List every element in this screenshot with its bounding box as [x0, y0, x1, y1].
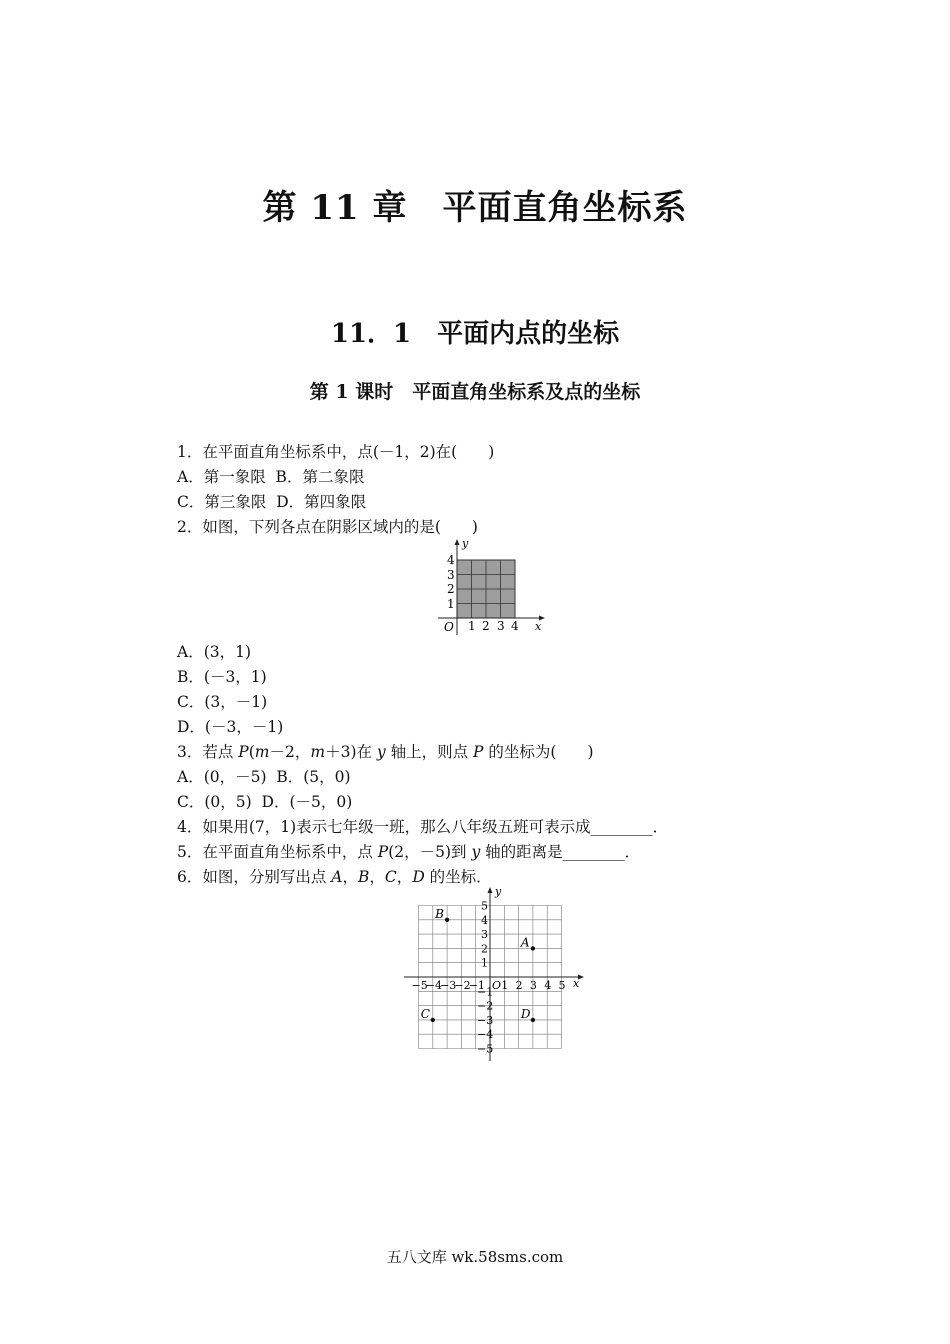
x-tick-label: 1: [468, 619, 476, 633]
question-3: 3．若点 P(m－2，m＋3)在 y 轴上，则点 P 的坐标为( ): [177, 743, 594, 761]
shaded-region: [457, 560, 515, 618]
question-2-option-b: B．(－3，1): [177, 668, 267, 686]
footer: 五八文库 wk.58sms.com: [386, 1248, 564, 1266]
lesson-title: 第 1 课时 平面直角坐标系及点的坐标: [309, 381, 641, 403]
y-tick-label: 1: [447, 597, 455, 611]
y-tick-label: 2: [447, 582, 455, 596]
question-4: 4．如果用(7，1)表示七年级一班，那么八年级五班可表示成________．: [177, 818, 669, 836]
origin-label: O: [444, 620, 454, 634]
figure-shaded-grid: [430, 537, 550, 637]
y-tick-label: −3: [477, 1013, 494, 1027]
point-label-b: B: [435, 906, 444, 921]
point-d: [531, 1018, 535, 1022]
question-5: 5．在平面直角坐标系中，点 P(2，－5)到 y 轴的距离是________．: [177, 843, 641, 861]
point-label-a: A: [520, 935, 530, 950]
x-tick-label: −5: [411, 979, 428, 992]
point-label-d: D: [520, 1006, 531, 1021]
x-tick-label: −1: [468, 979, 485, 992]
x-tick-label: 4: [511, 619, 519, 633]
y-tick-label: 2: [481, 942, 488, 956]
y-tick-label: −4: [477, 1028, 494, 1042]
x-tick-label: 2: [515, 979, 523, 992]
x-tick-label: −4: [425, 979, 443, 992]
point-a: [531, 946, 535, 950]
question-2-option-d: D．(－3，－1): [177, 718, 284, 736]
axis-y-label: y: [495, 885, 502, 898]
x-tick-label: 3: [497, 619, 505, 633]
question-1: 1．在平面直角坐标系中，点(－1，2)在( ): [177, 443, 495, 461]
y-tick-label: −5: [477, 1042, 494, 1056]
axis-y-label: y: [462, 537, 469, 550]
question-2: 2．如图，下列各点在阴影区域内的是( ): [177, 518, 478, 536]
y-tick-label: −2: [477, 999, 494, 1013]
y-tick-label: 1: [481, 956, 488, 970]
y-tick-label: 4: [447, 553, 455, 567]
y-axis-arrow: [455, 539, 460, 545]
question-1-options-cd: C．第三象限 D．第四象限: [177, 493, 367, 511]
point-c: [431, 1018, 435, 1022]
point-label-c: C: [420, 1006, 430, 1021]
axis-x-label: x: [573, 977, 580, 990]
question-1-options-ab: A．第一象限 B．第二象限: [177, 468, 365, 486]
y-tick-label: −1: [477, 985, 494, 999]
x-tick-label: 5: [558, 979, 566, 992]
y-tick-label: 3: [481, 928, 488, 942]
y-tick-label: 3: [447, 568, 455, 582]
x-tick-label: −3: [440, 979, 457, 992]
x-tick-label: 4: [544, 979, 552, 992]
chapter-title: 第 11 章 平面直角坐标系: [262, 188, 688, 228]
question-2-option-c: C．(3，－1): [177, 693, 268, 711]
y-axis-arrow: [488, 887, 493, 893]
question-3-options-ab: A．(0，－5) B．(5，0): [177, 768, 351, 786]
x-tick-label: 2: [482, 619, 490, 633]
x-tick-label: −2: [454, 979, 471, 992]
question-3-options-cd: C．(0，5) D．(－5，0): [177, 793, 353, 811]
y-tick-label: 4: [481, 913, 488, 927]
x-tick-label: 3: [529, 979, 537, 992]
question-6: 6．如图，分别写出点 A，B，C，D 的坐标．: [177, 868, 492, 886]
question-2-option-a: A．(3，1): [177, 643, 252, 661]
y-tick-label: 5: [481, 899, 488, 913]
figure-coordinate-grid: [400, 885, 590, 1063]
origin-label: O: [492, 979, 502, 992]
point-b: [445, 918, 449, 922]
section-title: 11．1 平面内点的坐标: [330, 319, 620, 349]
axis-x-label: x: [535, 620, 542, 633]
x-tick-label: 1: [501, 979, 509, 992]
